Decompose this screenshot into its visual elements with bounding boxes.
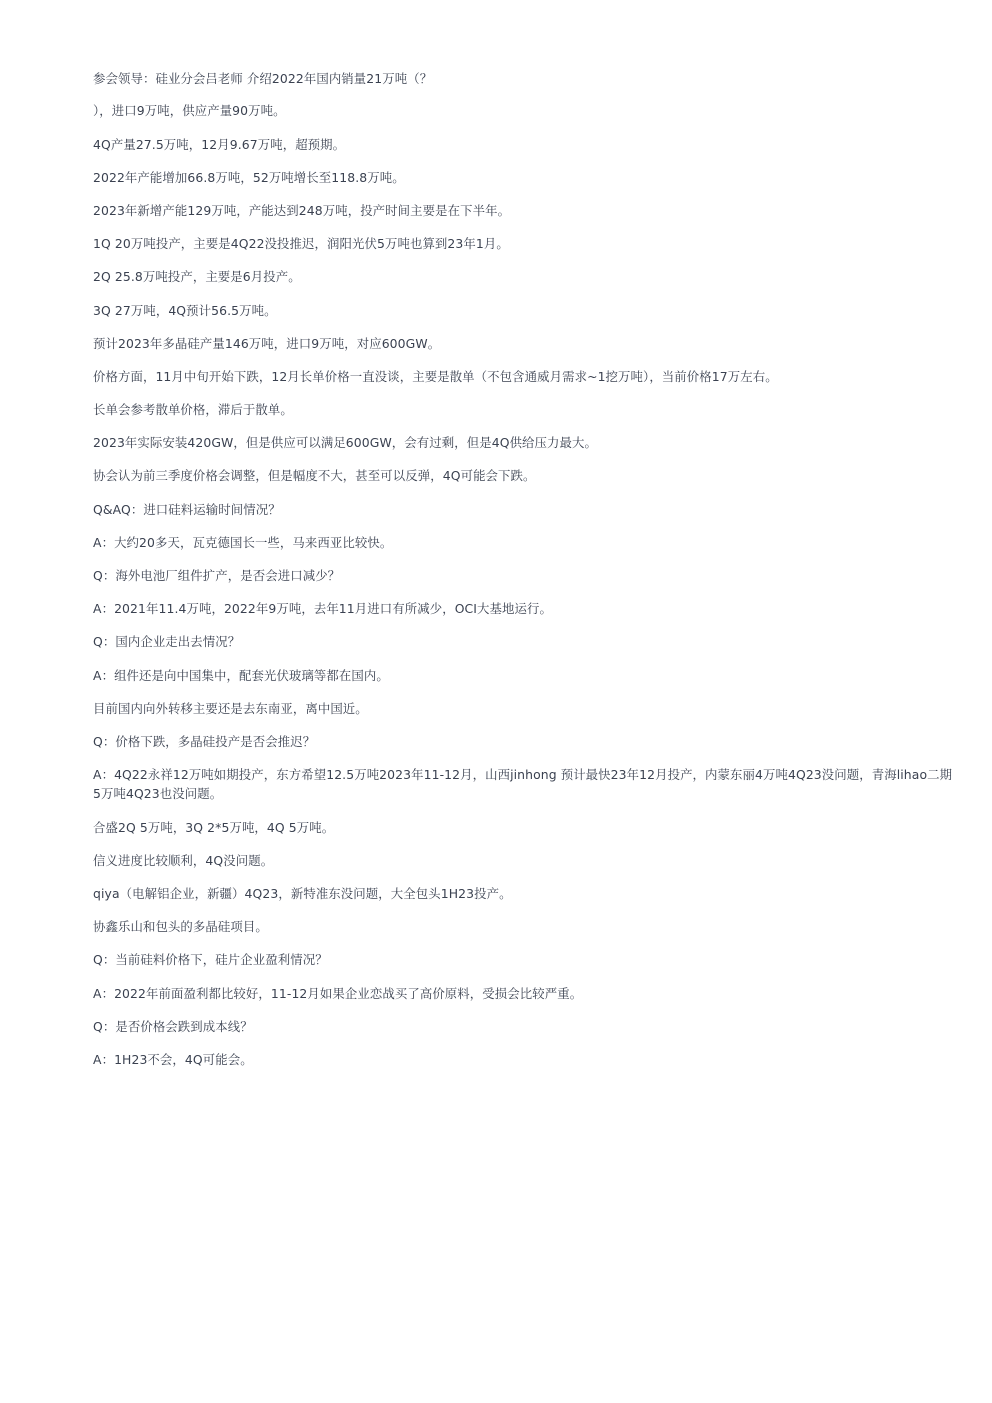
paragraph: Q：当前硅料价格下，硅片企业盈利情况？ bbox=[93, 952, 328, 968]
paragraph: 价格方面，11月中旬开始下跌，12月长单价格一直没谈，主要是散单（不包含通威月需求~1挖万吨），当前价格17万左右。 bbox=[93, 368, 778, 384]
paragraph: 信义进度比较顺利，4Q没问题。 bbox=[93, 852, 274, 868]
paragraph: 3Q 27万吨，4Q预计56.5万吨。 bbox=[93, 302, 277, 318]
paragraph: 2022年产能增加66.8万吨，52万吨增长至118.8万吨。 bbox=[93, 169, 405, 185]
paragraph: Q：海外电池厂组件扩产，是否会进口减少？ bbox=[93, 568, 341, 584]
paragraph: Q&AQ：进口硅料运输时间情况？ bbox=[93, 501, 281, 517]
paragraph: A：2022年前面盈利都比较好，11-12月如果企业恋战买了高价原料，受损会比较严重。 bbox=[93, 985, 583, 1001]
paragraph: 参会领导：硅业分会吕老师 介绍2022年国内销量21万吨（？ bbox=[93, 71, 433, 86]
paragraph: 1Q 20万吨投产，主要是4Q22没投推迟，润阳光伏5万吨也算到23年1月。 bbox=[93, 236, 509, 252]
paragraph: A：大约20多天，瓦克德国长一些，马来西亚比较快。 bbox=[93, 534, 393, 550]
paragraph: 合盛2Q 5万吨，3Q 2*5万吨，4Q 5万吨。 bbox=[93, 819, 335, 835]
paragraph: Q：价格下跌，多晶硅投产是否会推迟？ bbox=[93, 733, 316, 749]
paragraph: 目前国内向外转移主要还是去东南亚，离中国近。 bbox=[93, 700, 368, 716]
paragraph: 2023年新增产能129万吨，产能达到248万吨，投产时间主要是在下半年。 bbox=[93, 202, 511, 218]
paragraph: 协会认为前三季度价格会调整，但是幅度不大，甚至可以反弹，4Q可能会下跌。 bbox=[93, 468, 536, 484]
paragraph: Q：国内企业走出去情况？ bbox=[93, 634, 241, 650]
paragraph: 长单会参考散单价格，滞后于散单。 bbox=[93, 402, 293, 418]
paragraph: 4Q产量27.5万吨，12月9.67万吨，超预期。 bbox=[93, 136, 346, 152]
paragraph: A：组件还是向中国集中，配套光伏玻璃等都在国内。 bbox=[93, 667, 389, 683]
paragraph: A：4Q22永祥12万吨如期投产，东方希望12.5万吨2023年11-12月，山西jinhong 预计最快23年12月投产，内蒙东丽4万吨4Q23没问题，青海lihao二期5万吨4Q23也没问题。 bbox=[93, 767, 953, 802]
paragraph: ），进口9万吨，供应产量90万吨。 bbox=[93, 103, 286, 119]
paragraph: qiya（电解铝企业，新疆）4Q23，新特准东没问题，大全包头1H23投产。 bbox=[93, 886, 512, 901]
paragraph: Q：是否价格会跌到成本线？ bbox=[93, 1018, 253, 1034]
document-body bbox=[93, 69, 953, 1083]
paragraph: A：2021年11.4万吨，2022年9万吨，去年11月进口有所减少，OCI大基地运行。 bbox=[93, 601, 553, 617]
paragraph: A：1H23不会，4Q可能会。 bbox=[93, 1051, 253, 1067]
paragraph: 协鑫乐山和包头的多晶硅项目。 bbox=[93, 919, 268, 935]
paragraph: 2Q 25.8万吨投产，主要是6月投产。 bbox=[93, 269, 301, 285]
paragraph: 2023年实际安装420GW，但是供应可以满足600GW，会有过剩，但是4Q供给压力最大。 bbox=[93, 435, 598, 451]
paragraph: 预计2023年多晶硅产量146万吨，进口9万吨，对应600GW。 bbox=[93, 335, 441, 351]
